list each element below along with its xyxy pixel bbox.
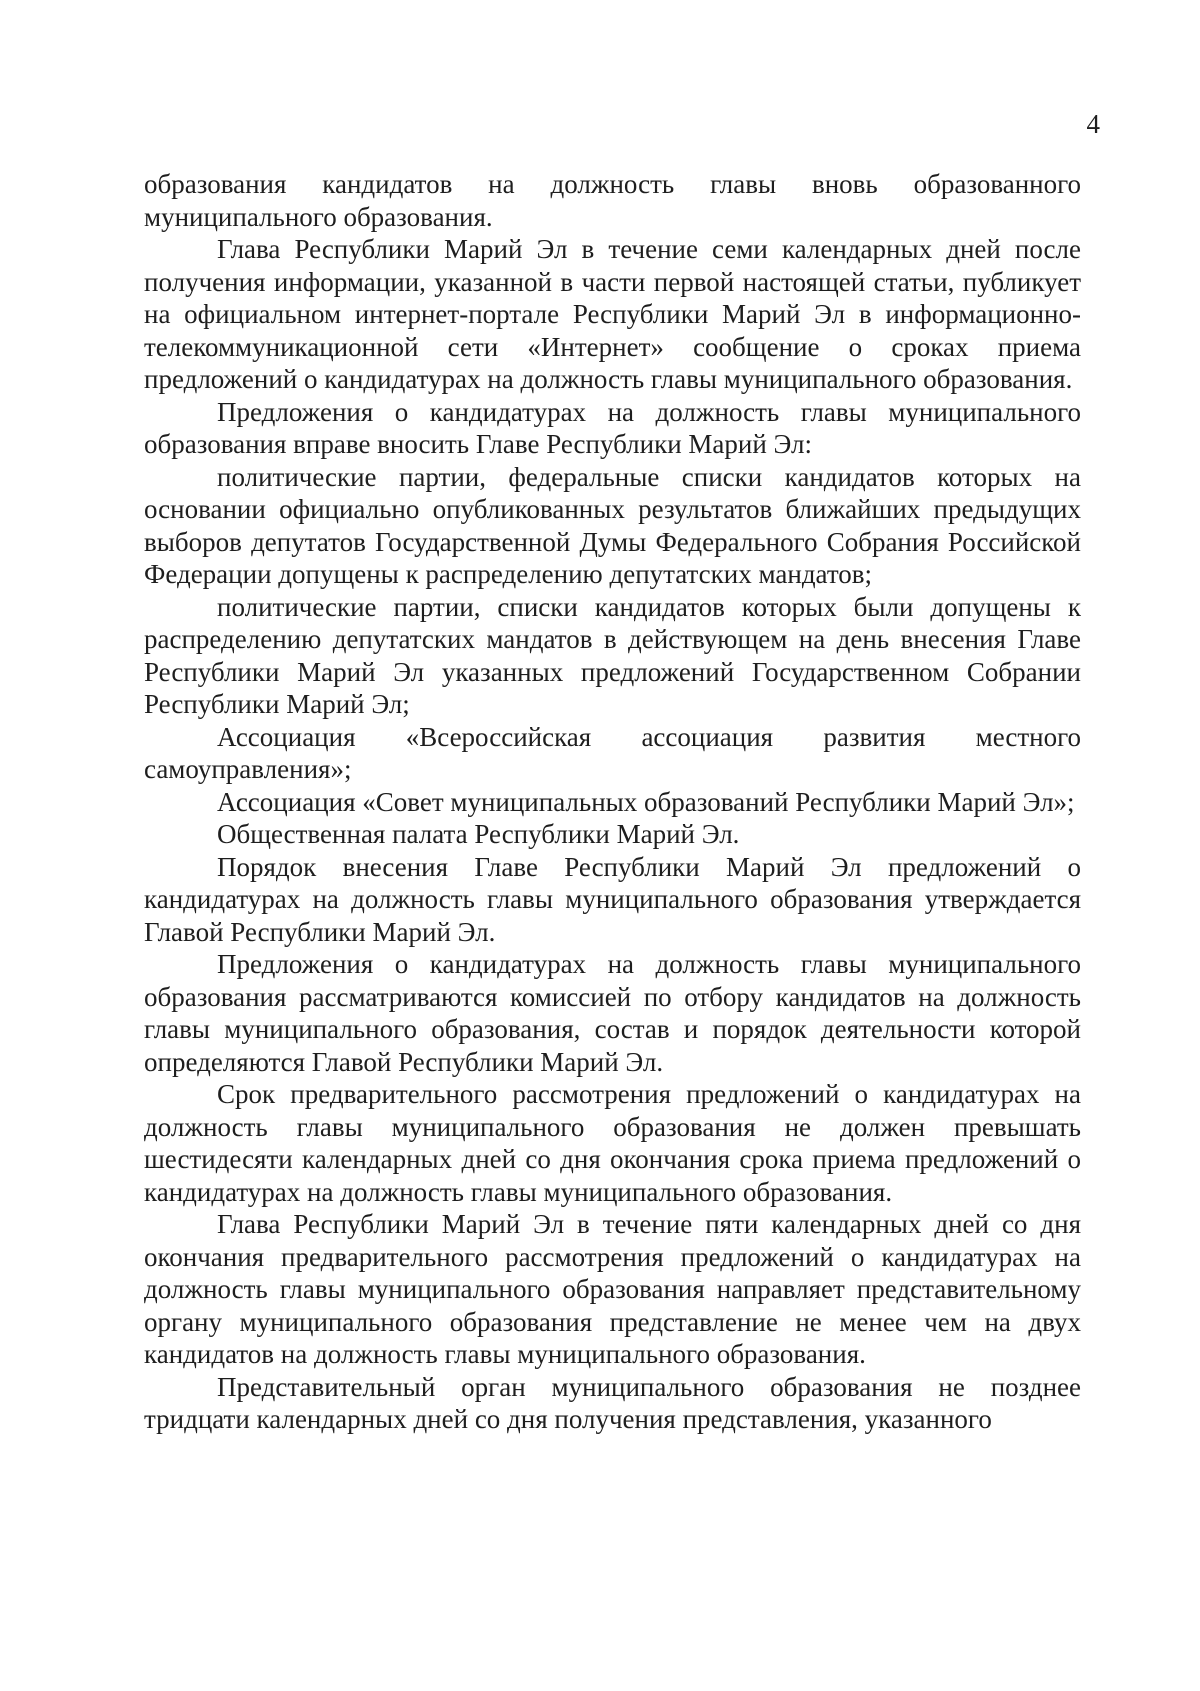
paragraph-commission: Предложения о кандидатурах на должность главы муниципального образования рассматриваются комиссией по отбору кандидатов на должность главы муниципального образования, состав и порядок деятельности которой определяются Главой Республики Марий Эл. [144,949,1081,1077]
list-item-public-chamber: Общественная палата Республики Марий Эл. [217,819,740,849]
paragraph-continuation: образования кандидатов на должность главы вновь образованного муниципального образования. [144,169,1081,232]
paragraph-procedure: Порядок внесения Главе Республики Марий Эл предложений о кандидатурах на должность главы муниципального образования утверждается Главой Республики Марий Эл. [144,851,1081,947]
paragraph-proposers-intro: Предложения о кандидатурах на должность главы муниципального образования вправе вносить Главе Республики Марий Эл: [144,396,1081,459]
paragraph-announcement: Глава Республики Марий Эл в течение семи календарных дней после получения информации, указанной в части первой настоящей статьи, публикует на официальном интернет-портале Республики Марий Эл в информационно-телекоммуникационной сети «Интернет» сообщение о сроках приема предложений о кандидатурах на должность главы муниципального образования. [144,234,1081,394]
document-body [144,168,1081,1436]
page-number: 4 [1086,109,1100,139]
list-item-federal-parties: политические партии, федеральные списки кандидатов которых на основании официально опубликованных результатов ближайших предыдущих выборов депутатов Государственной Думы Федерального Собрания Российской Федерации допущены к распределению депутатских мандатов; [144,461,1081,589]
paragraph-review-term: Срок предварительного рассмотрения предложений о кандидатурах на должность главы муниципального образования не должен превышать шестидесяти календарных дней со дня окончания срока приема предложений о кандидатурах на должность главы муниципального образования. [144,1079,1081,1207]
list-item-municipal-council: Ассоциация «Совет муниципальных образований Республики Марий Эл»; [217,786,1075,817]
paragraph-representative-body: Представительный орган муниципального образования не позднее тридцати календарных дней со дня получения представления, указанного [144,1371,1081,1434]
paragraph-submission: Глава Республики Марий Эл в течение пяти календарных дней со дня окончания предварительного рассмотрения предложений о кандидатурах на должность главы муниципального образования направляет представительному органу муниципального образования представление не менее чем на двух кандидатов на должность главы муниципального образования. [144,1209,1081,1369]
list-item-all-russian-association: Ассоциация «Всероссийская ассоциация развития местного самоуправления»; [144,721,1081,784]
list-item-regional-parties: политические партии, списки кандидатов которых были допущены к распределению депутатских мандатов в действующем на день внесения Главе Республики Марий Эл указанных предложений Государственном Собрании Республики Марий Эл; [144,591,1081,719]
